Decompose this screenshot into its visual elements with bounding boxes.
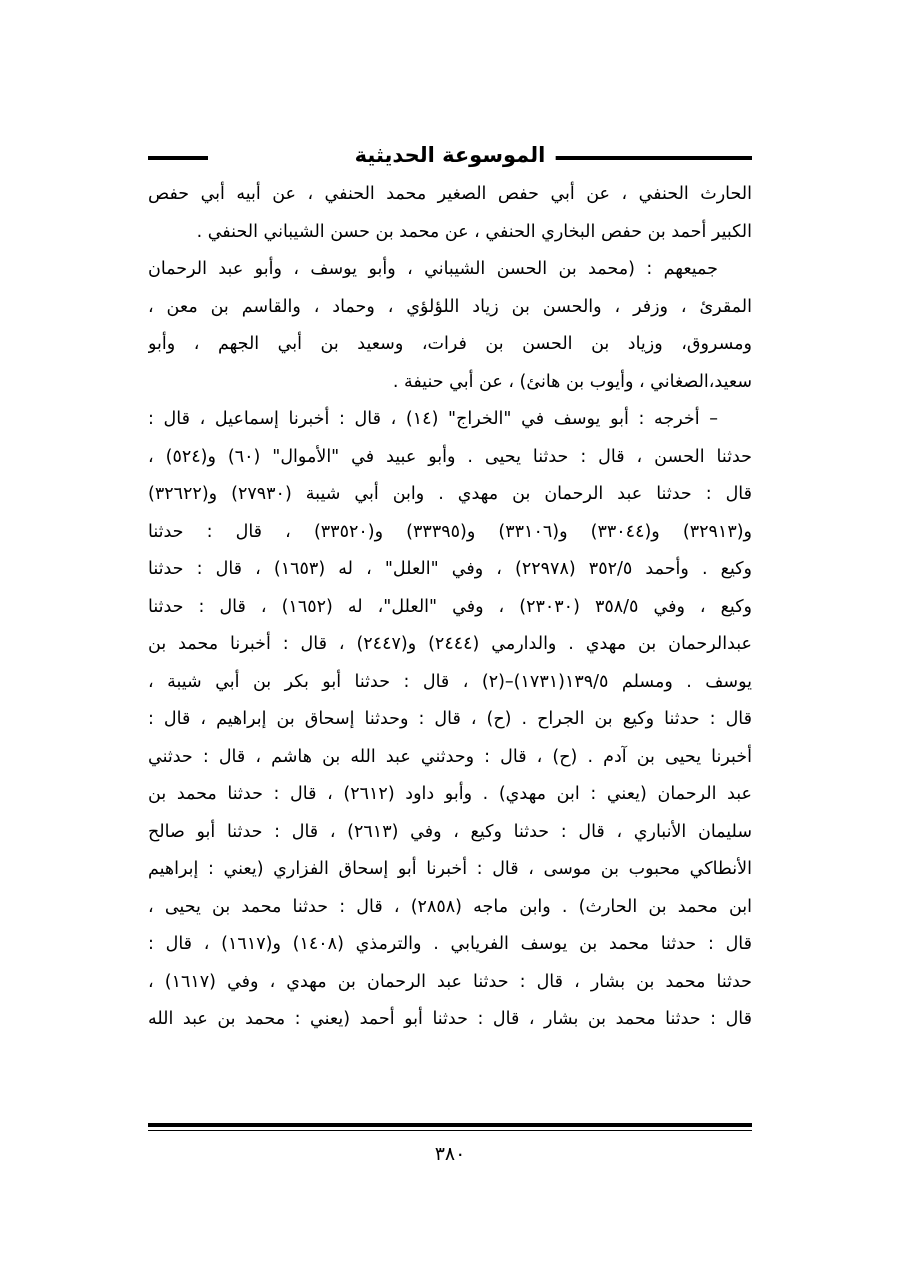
- text-line: الحارث الحنفي ، عن أبي حفص الصغير محمد الحنفي ، عن أبيه أبي حفص: [148, 184, 752, 204]
- footer-rule-thick: [148, 1123, 752, 1127]
- text-line: قال : حدثنا محمد بن بشار ، قال : حدثنا أبو أحمد (يعني : محمد بن عبد الله: [148, 1009, 752, 1029]
- text-body: [148, 176, 752, 1039]
- text-line: عبدالرحمان بن مهدي . والدارمي (٢٤٤٤) و(٢٤٤٧) ، قال : أخبرنا محمد بن: [148, 634, 752, 654]
- text-line: وكيع ، وفي ٣٥٨/٥ (٢٣٠٣٠) ، وفي "العلل"، له (١٦٥٢) ، قال : حدثنا: [148, 596, 752, 617]
- text-line: عبد الرحمان (يعني : ابن مهدي) . وأبو داود (٢٦١٢) ، قال : حدثنا محمد بن: [148, 784, 752, 804]
- header-rule-left: [148, 156, 208, 160]
- text-line: و(٣٢٩١٣) و(٣٣٠٤٤) و(٣٣١٠٦) و(٣٣٣٩٥) و(٣٣٥٢٠) ، قال : حدثنا: [148, 521, 752, 542]
- text-line: ابن محمد بن الحارث) . وابن ماجه (٢٨٥٨) ، قال : حدثنا محمد بن يحيى ،: [148, 896, 752, 917]
- running-title: الموسوعة الحديثية: [345, 140, 556, 170]
- text-line: المقرئ ، وزفر ، والحسن بن زياد اللؤلؤي ، وحماد ، والقاسم بن معن ،: [148, 296, 752, 317]
- text-line: قال : حدثنا محمد بن يوسف الفريابي . والترمذي (١٤٠٨) و(١٦١٧) ، قال :: [148, 934, 752, 954]
- text-line: حدثنا محمد بن بشار ، قال : حدثنا عبد الرحمان بن مهدي ، وفي (١٦١٧) ،: [148, 971, 752, 992]
- footer-rule-thin: [148, 1130, 752, 1131]
- text-line: – أخرجه : أبو يوسف في "الخراج" (١٤) ، قال : أخبرنا إسماعيل ، قال :: [148, 409, 718, 429]
- text-line: أخبرنا يحيى بن آدم . (ح) ، قال : وحدثني عبد الله بن هاشم ، قال : حدثني: [148, 746, 752, 767]
- text-line: الأنطاكي محبوب بن موسى ، قال : أخبرنا أبو إسحاق الفزاري (يعني : إبراهيم: [148, 859, 752, 879]
- page-header: [148, 140, 752, 174]
- page-number: ٣٨٠: [434, 1143, 466, 1165]
- text-line: سليمان الأنباري ، قال : حدثنا وكيع ، وفي (٢٦١٣) ، قال : حدثنا أبو صالح: [148, 821, 752, 842]
- text-line: ومسروق، وزياد بن الحسن بن فرات، وسعيد بن أبي الجهم ، وأبو: [148, 334, 752, 354]
- footer-rule: [148, 1123, 752, 1131]
- text-line: وكيع . وأحمد ٣٥٢/٥ (٢٢٩٧٨) ، وفي "العلل" ، له (١٦٥٣) ، قال : حدثنا: [148, 559, 752, 579]
- text-line: الكبير أحمد بن حفص البخاري الحنفي ، عن محمد بن حسن الشيباني الحنفي .: [196, 221, 752, 242]
- text-line: حدثنا الحسن ، قال : حدثنا يحيى . وأبو عبيد في "الأموال" (٦٠) و(٥٢٤) ،: [148, 446, 752, 467]
- text-line: جميعهم : (محمد بن الحسن الشيباني ، وأبو يوسف ، وأبو عبد الرحمان: [148, 259, 718, 279]
- text-line: سعيد،الصغاني ، وأيوب بن هانئ) ، عن أبي حنيفة .: [392, 371, 752, 392]
- text-line: قال : حدثنا وكيع بن الجراح . (ح) ، قال : وحدثنا إسحاق بن إبراهيم ، قال :: [148, 709, 752, 729]
- text-line: قال : حدثنا عبد الرحمان بن مهدي . وابن أبي شيبة (٢٧٩٣٠) و(٣٢٦٢٢): [148, 484, 752, 504]
- text-line: يوسف . ومسلم ١٣٩/٥(١٧٣١)–(٢) ، قال : حدثنا أبو بكر بن أبي شيبة ،: [148, 671, 752, 692]
